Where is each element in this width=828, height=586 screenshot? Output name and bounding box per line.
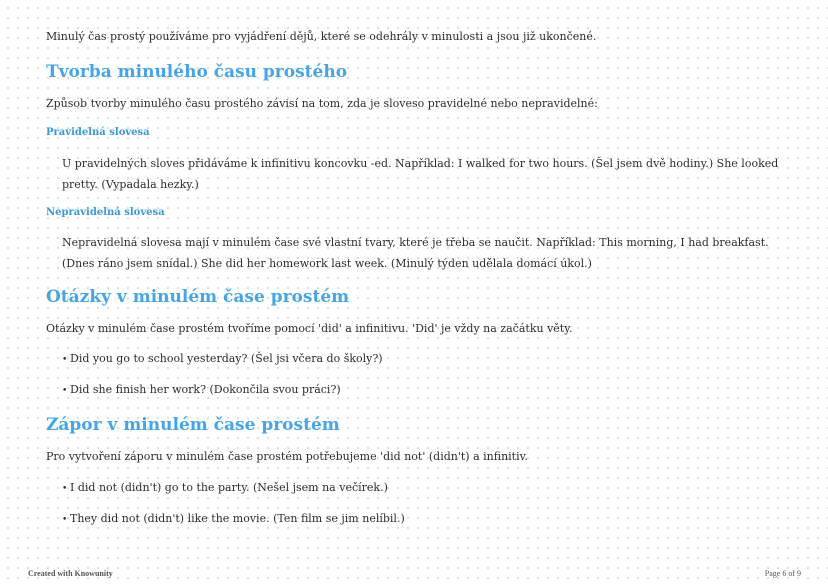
footer-credit: Created with Knowunity xyxy=(28,569,113,578)
bullet-text: They did not (didn't) like the movie. (Ten film se jim nelíbil.) xyxy=(70,512,405,525)
subsection-text-pravidelna: U pravidelných sloves přidáváme k infinitivu koncovku -ed. Například: I walked for two hours. (Šel jsem dvě hodiny.) She looked pretty. (Vypadala hezky.) xyxy=(62,157,779,191)
page-number: Page 6 of 9 xyxy=(764,569,801,578)
section-heading-tvorba: Tvorba minulého času prostého xyxy=(46,62,348,82)
section-text-tvorba: Způsob tvorby minulého času prostého závisí na tom, zda je sloveso pravidelné nebo nepravidelné: xyxy=(46,97,598,110)
bullet-item xyxy=(62,509,802,530)
section-text-otazky: Otázky v minulém čase prostém tvoříme pomocí 'did' a infinitivu. 'Did' je vždy na začátku věty. xyxy=(46,322,573,335)
bullet-item xyxy=(62,380,802,401)
section-heading-otazky: Otázky v minulém čase prostém xyxy=(46,287,350,307)
section-heading-zapor: Zápor v minulém čase prostém xyxy=(46,415,340,435)
bullet-item xyxy=(62,349,802,370)
subsection-text-nepravidelna: Nepravidelná slovesa mají v minulém čase své vlastní tvary, které je třeba se naučit. Například: This morning, I had breakfast. (Dnes ráno jsem snídal.) She did her homework last week. (Minulý týden udělala domácí úkol.) xyxy=(62,236,769,270)
subsection-title-nepravidelna: Nepravidelná slovesa xyxy=(46,207,165,218)
section-text-zapor: Pro vytvoření záporu v minulém čase prostém potřebujeme 'did not' (didn't) a infinitiv. xyxy=(46,450,529,463)
bullet-text: I did not (didn't) go to the party. (Nešel jsem na večírek.) xyxy=(70,481,388,494)
intro-text: Minulý čas prostý používáme pro vyjádření dějů, které se odehrály v minulosti a jsou již ukončené. xyxy=(46,30,597,43)
subsection-title-pravidelna: Pravidelná slovesa xyxy=(46,127,150,138)
bullet-item xyxy=(62,478,802,499)
bullet-text: Did you go to school yesterday? (Šel jsi včera do školy?) xyxy=(70,352,383,365)
bullet-text: Did she finish her work? (Dokončila svou práci?) xyxy=(70,383,341,396)
